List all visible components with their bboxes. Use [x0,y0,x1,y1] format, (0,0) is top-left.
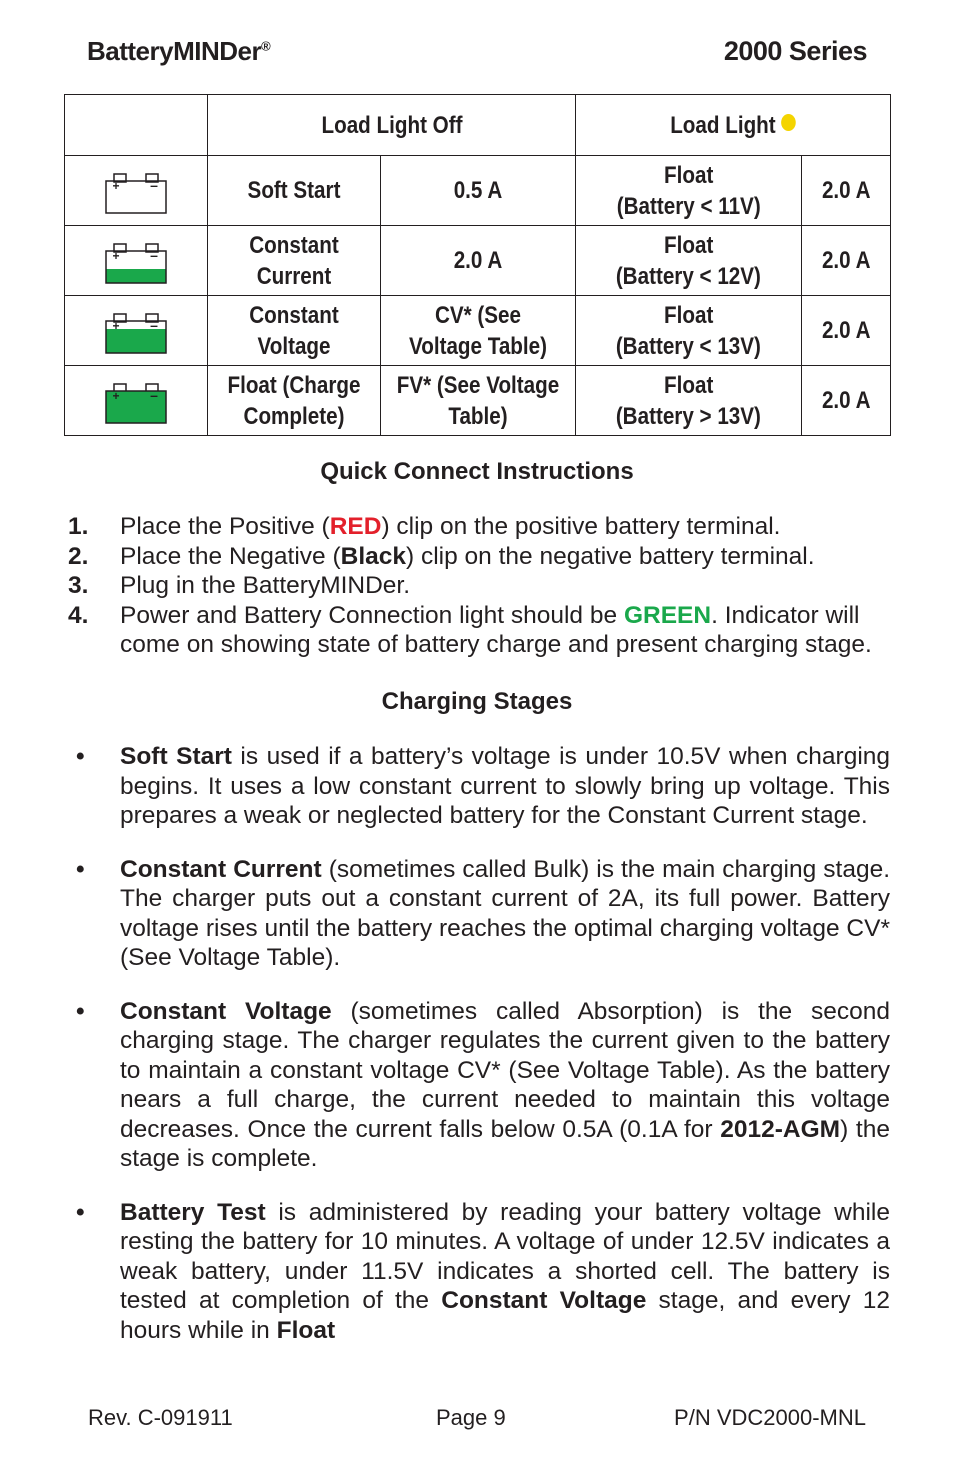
load-off-current-cell: 0.5 A [381,156,576,226]
svg-text:+: + [112,388,120,403]
stage-emphasis: Float [276,1316,336,1344]
registered-mark: ® [261,38,271,54]
battery-icon-cell [65,366,208,436]
float-condition-cell: Float (Battery < 12V) [576,226,802,296]
list-item [68,855,890,973]
stage-term: Battery Test [120,1198,266,1226]
list-item [68,542,890,572]
table-row [65,296,891,366]
list-item [68,742,890,831]
battery-empty-icon [105,167,167,215]
list-item [68,571,890,601]
charging-stages-list [68,742,890,1345]
battery-full-icon [105,377,167,425]
step-number: 4. [68,601,89,629]
load-light-icon [781,114,796,131]
step-text: ) clip on the positive battery terminal. [381,513,781,540]
bullet-icon: • [76,1198,85,1226]
stage-description: is administered by reading your battery voltage while resting the battery for 10 minutes. A voltage of under 12.5V indicates a weak battery, under 11.5V indicates a shorted cell. The battery is tested at completion of the [120,1198,890,1314]
quick-connect-title: Quick Connect Instructions [320,458,634,485]
stage-name-cell: Float (Charge Complete) [208,366,381,436]
step-number: 2. [68,542,89,570]
stage-description: ) the stage is complete. [120,1115,890,1172]
load-on-current-cell: 2.0 A [802,366,891,436]
step-number: 3. [68,572,89,599]
black-emphasis: Black [340,542,407,570]
battery-icon-cell [65,226,208,296]
revision-label: Rev. C-091911 [88,1405,233,1430]
svg-text:+: + [112,318,120,333]
step-text: Power and Battery Connection light should be [120,601,624,629]
load-on-current-cell: 2.0 A [802,226,891,296]
load-light-off-header: Load Light Off [208,95,576,156]
stage-term: Constant Voltage [120,997,332,1025]
list-item [68,601,890,660]
step-text: Place the Positive ( [120,513,330,540]
part-number: P/N VDC2000-MNL [674,1405,866,1430]
table-row [65,156,891,226]
charging-stage-table [64,94,891,436]
page-number: Page 9 [436,1405,506,1430]
red-emphasis: RED [329,513,382,540]
stage-description: (sometimes called Bulk) is the main charging stage. The charger puts out a constant current of 2A, its full power. Battery voltage rises until the battery reaches the optimal charging voltage CV* (See Voltage Table). [120,855,891,971]
battery-third-icon [105,237,167,285]
table-header-row [65,95,891,156]
float-condition-cell: Float (Battery > 13V) [576,366,802,436]
model-emphasis: 2012-AGM [720,1115,841,1143]
stage-description: is used if a battery’s voltage is under 10.5V when charging begins. It uses a low constant current to slowly bring up voltage. This prepares a weak or neglected battery for the Constant Current stage. [120,743,891,829]
list-item [68,997,890,1174]
green-emphasis: GREEN [623,601,712,629]
battery-icon-cell [65,296,208,366]
table-row [65,366,891,436]
stage-description: stage, and every 12 hours while in [120,1287,890,1344]
step-number: 1. [68,513,89,540]
svg-text:–: – [150,176,158,193]
list-item [68,1198,890,1346]
bullet-icon: • [76,743,85,770]
bullet-icon: • [76,997,85,1025]
table-row [65,226,891,296]
svg-text:+: + [112,248,120,263]
stage-name-cell: Constant Voltage [208,296,381,366]
series-title: 2000 Series [723,36,867,66]
step-text: Place the Negative ( [120,542,341,570]
load-off-current-cell: FV* (See Voltage Table) [381,366,576,436]
load-off-current-cell: CV* (See Voltage Table) [381,296,576,366]
bullet-icon: • [76,855,85,883]
stage-term: Soft Start [120,743,232,770]
stage-name-cell: Constant Current [208,226,381,296]
battery-icon-cell [65,156,208,226]
load-on-current-cell: 2.0 A [802,296,891,366]
stage-term: Constant Current [120,855,322,883]
load-on-current-cell: 2.0 A [802,156,891,226]
list-item [68,512,890,542]
empty-header-cell [65,95,208,156]
load-light-on-header: Load Light [576,95,891,156]
step-text: Plug in the BatteryMINDer. [120,572,411,599]
step-text: . Indicator will come on showing state of battery charge and present charging stage. [120,601,872,658]
svg-text:–: – [150,316,158,333]
charging-stages-title: Charging Stages [381,688,573,715]
step-text: ) clip on the negative battery terminal. [406,542,815,570]
quick-connect-list [68,512,890,660]
svg-text:–: – [150,246,158,263]
float-condition-cell: Float (Battery < 13V) [576,296,802,366]
svg-text:–: – [150,386,158,403]
brand-name: BatteryMINDer [87,36,262,66]
brand-title [87,36,270,67]
stage-name-cell: Soft Start [208,156,381,226]
battery-two-thirds-icon [105,307,167,355]
stage-emphasis: Constant Voltage [441,1287,647,1314]
load-off-current-cell: 2.0 A [381,226,576,296]
svg-text:+: + [112,178,120,193]
float-condition-cell: Float (Battery < 11V) [576,156,802,226]
stage-description: (sometimes called Absorption) is the second charging stage. The charger regulates the current given to the battery to maintain a constant voltage CV* (See Voltage Table). As the battery nears a full charge, the current needed to maintain this voltage decreases. Once the current falls below 0.5A (0.1A for [120,997,890,1143]
